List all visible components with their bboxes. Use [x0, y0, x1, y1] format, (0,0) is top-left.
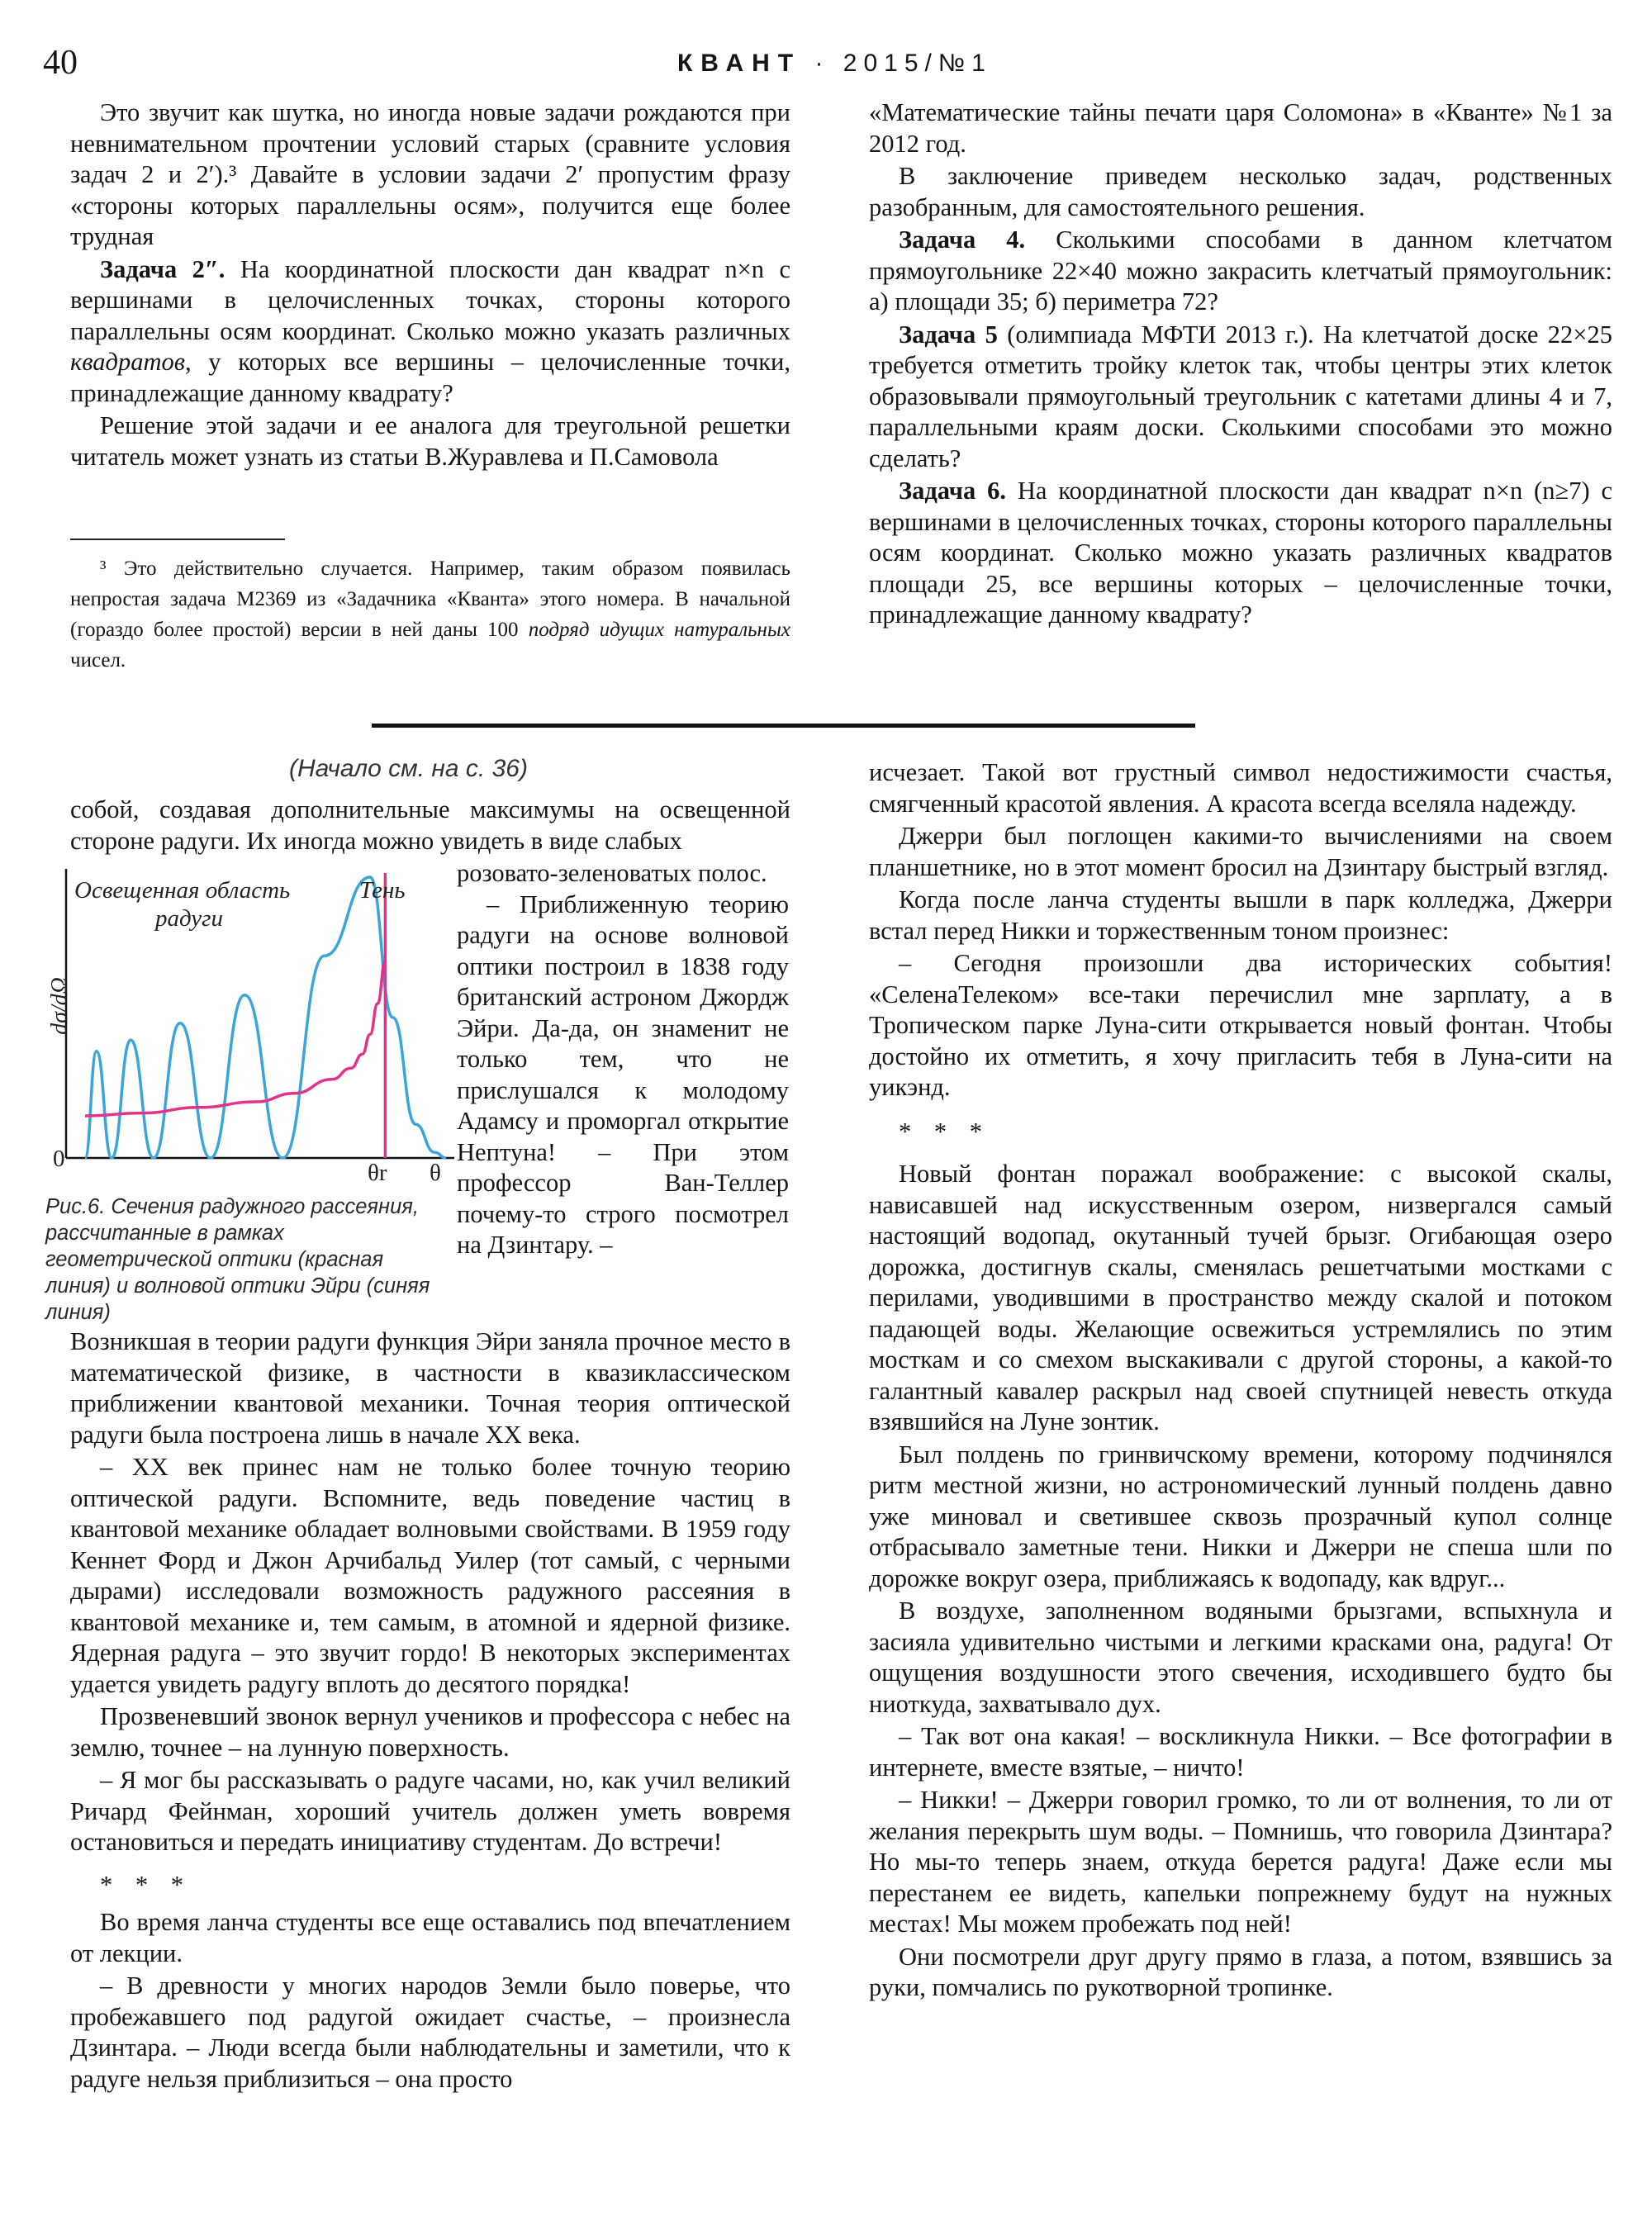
problem-label: Задача 5	[899, 320, 998, 349]
problem-text: (олимпиада МФТИ 2013 г.). На клетчатой доске 22×25 требуется отметить тройку клеток так, чтобы центры этих клеток образовывали прямоугольный треугольник с катетами длины 4 и 7, параллельными краям доски. Сколькими способами это можно сделать?	[869, 320, 1612, 472]
figure-caption: Рис.6. Сечения радужного рассеяния, рассчитанные в рамках геометрической оптики (красная линия) и волновой оптики Эйри (синяя линия)	[45, 1195, 430, 1324]
lit-area-label-2: радуги	[155, 905, 223, 932]
problem-label: Задача 2″.	[100, 254, 225, 283]
problem-label: Задача 4.	[899, 225, 1026, 254]
problem-6	[869, 476, 1612, 631]
paragraph: – XX век принес нам не только более точную теорию оптической радуги. Вспомните, ведь поведение частиц в квантовой механике обладает волновыми свойствами. В 1959 году Кеннет Форд и Джон Арчибальд Уилер (тот самый, с черными дырами) исследовали возможность радужного рассеяния в квантовой механике и, тем самым, в атомной и ядерной физике. Ядерная радуга – это звучит гордо! В некоторых экспериментах удается увидеть радугу вплоть до десятого порядка!	[70, 1453, 790, 1698]
theta-r-label: θr	[368, 1160, 387, 1186]
continued-note: (Начало см. на с. 36)	[289, 755, 528, 782]
problem-5	[869, 320, 1612, 475]
paragraph: собой, создавая дополнительные максимумы на освещенной стороне радуги. Их иногда можно увидеть в виде слабых	[70, 795, 790, 855]
problem-label: Задача 6.	[899, 477, 1006, 505]
footnote-text: ³ Это действительно случается. Например, таким образом появилась непростая задача М2369 из «Задачника «Кванта» этого номера. В начальной (гораздо более простой) версии в ней даны 100	[70, 558, 790, 641]
bottom-left-column	[70, 1326, 790, 2095]
paragraph: исчезает. Такой вот грустный символ недостижимости счастья, смягченный красотой явления. А красота всегда вселяла надежду.	[869, 758, 1612, 818]
section-break: * * *	[899, 1117, 990, 1146]
footnote-text: чисел.	[70, 649, 126, 671]
running-header	[677, 50, 992, 78]
footnote	[70, 553, 790, 676]
problem-2pp	[70, 254, 790, 410]
paragraph: Это звучит как шутка, но иногда новые задачи рождаются при невнимательном прочтении условий старых (сравните условия задач 2 и 2′).³ Давайте в условии задачи 2′ пропустим фразу «стороны которых параллельны осям», получится еще более трудная	[70, 98, 790, 250]
paragraph: Джерри был поглощен какими-то вычислениями на своем планшетнике, но в этот момент бросил на Дзинтару быстрый взгляд.	[869, 822, 1612, 881]
shadow-label: Тень	[359, 877, 406, 904]
paragraph: «Математические тайны печати царя Соломона» в «Кванте» №1 за 2012 год.	[869, 98, 1612, 158]
paragraph: Решение этой задачи и ее аналога для треугольной решетки читатель может узнать из статьи В.Журавлева и П.Самовола	[70, 411, 790, 471]
lit-area-label-1: Освещенная область	[74, 877, 291, 904]
emphasis: квадратов	[70, 348, 185, 376]
paragraph: розовато-зеленоватых полос.	[457, 859, 767, 887]
issue-label: · 2015/№1	[814, 50, 992, 77]
paragraph: – Так вот она какая! – воскликнула Никки. – Все фотографии в интернете, вместе взятые, – ничто!	[869, 1722, 1612, 1782]
magazine-title: КВАНТ	[677, 50, 802, 77]
top-left-column	[70, 97, 790, 472]
problem-text: , у которых все вершины – целочисленные точки, принадлежащие данному квадрату?	[70, 348, 790, 407]
origin-label: 0	[53, 1146, 65, 1172]
footnote-rule	[70, 539, 285, 540]
beside-figure-text	[457, 858, 789, 1261]
problem-text: Сколькими способами в данном клетчатом прямоугольнике 22×40 можно закрасить клетчатый прямоугольник: а) площади 35; б) периметра 72?	[869, 225, 1612, 316]
y-axis-label: dσ/dΩ	[46, 977, 73, 1035]
paragraph: – В древности у многих народов Земли было поверье, что пробежавшего под радугой ожидает счастье, – произнесла Дзинтара. – Люди всегда были наблюдательны и заметили, что к радуге нельзя приблизиться – она просто	[70, 1972, 790, 2093]
problem-text: На координатной плоскости дан квадрат n×n с вершинами в целочисленных точках, стороны которого параллельны осям координат. Сколько можно указать различных	[70, 254, 791, 345]
figure-rainbow-scattering	[41, 861, 454, 1208]
paragraph: Возникшая в теории радуги функция Эйри заняла прочное место в математической физике, в частности в квазиклассическом приближении квантовой механики. Точная теория оптической радуги была построена лишь в начале XX века.	[70, 1327, 790, 1449]
paragraph: Во время ланча студенты все еще оставались под впечатлением от лекции.	[70, 1908, 790, 1967]
bottom-left-intro	[70, 795, 790, 857]
problem-4	[869, 225, 1612, 318]
top-right-column	[869, 97, 1612, 631]
paragraph: Прозвеневший звонок вернул учеников и профессора с небес на землю, точнее – на лунную поверхность.	[70, 1702, 790, 1762]
paragraph: Они посмотрели друг другу прямо в глаза, а потом, взявшись за руки, помчались по рукотворной тропинке.	[869, 1942, 1612, 2001]
emphasis: подряд идущих натуральных	[528, 619, 790, 641]
geometric-red-line	[85, 961, 385, 1116]
chart-svg	[41, 861, 454, 1208]
paragraph: – Никки! – Джерри говорил громко, то ли от волнения, то ли от желания перекрыть шум воды. – Помнишь, что говорила Дзинтара? Но мы-то теперь знаем, откуда берется радуга! Даже если мы перестанем ее видеть, капельки попрежнему будут на нужных местах! Мы можем пробежать под ней!	[869, 1786, 1612, 1938]
paragraph: Новый фонтан поражал воображение: с высокой скалы, нависавшей над искусственным озером, низвергался самый настоящий водопад, окутанный тучей брызг. Огибающая озеро дорожка, достигнув скалы, сменялась решетчатыми мостками с перилами, уводившими в пространство между скалой и потоком падающей воды. Желающие освежиться устремлялись по этим мосткам и со смехом выскакивали с другой стороны, а какой-то галантный кавалер раскрыл над своей спутницей невесть откуда взявшийся на Луне зонтик.	[869, 1160, 1612, 1435]
problem-text: На координатной плоскости дан квадрат n×n (n≥7) с вершинами в целочисленных точках, стороны которого параллельны осям координат. Сколько можно указать различных квадратов площади 25, все вершины которых – целочисленные точки, принадлежащие данному квадрату?	[869, 477, 1612, 629]
paragraph: Когда после ланча студенты вышли в парк колледжа, Джерри встал перед Никки и торжественным тоном произнес:	[869, 885, 1612, 945]
bottom-right-column	[869, 757, 1612, 2004]
page-number: 40	[43, 44, 78, 82]
paragraph: В воздухе, заполненном водяными брызгами, вспыхнула и засияла удивительно чистыми и легкими красками она, радуга! От ощущения воздушности этого свечения, исходившего будто бы ниоткуда, захватывало дух.	[869, 1597, 1612, 1718]
paragraph: – Я мог бы рассказывать о радуге часами, но, как учил великий Ричард Фейнман, хороший учитель должен уметь вовремя остановиться и передать инициативу студентам. До встречи!	[70, 1766, 790, 1856]
paragraph: – Сегодня произошли два исторических события! «СеленаТелеком» все-таки перечислил мне зарплату, а в Тропическом парке Луна-сити открывается новый фонтан. Чтобы достойно их отметить, я хочу пригласить тебя в Луна-сити на уикэнд.	[869, 949, 1612, 1101]
section-break: * * *	[100, 1870, 192, 1899]
section-separator	[372, 724, 1195, 728]
paragraph: – Приближенную теорию радуги на основе волновой оптики построил в 1838 году британский астроном Джордж Эйри. Да-да, он знаменит не только тем, что не прислушался к молодому Адамсу и проморгал открытие Нептуна! – При этом профессор Ван-Теллер почему-то строго посмотрел на Дзинтару. –	[457, 890, 789, 1259]
theta-label: θ	[430, 1160, 441, 1186]
airy-blue-line	[85, 877, 446, 1158]
paragraph: В заключение приведем несколько задач, родственных разобранным, для самостоятельного решения.	[869, 162, 1612, 221]
paragraph: Был полдень по гринвичскому времени, которому подчинялся ритм местной жизни, но астрономический лунный полдень давно уже миновал и светившее сквозь прозрачный купол солнце отбрасывало заметные тени. Никки и Джерри не спеша шли по дорожке вокруг озера, приближаясь к водопаду, как вдруг...	[869, 1440, 1612, 1592]
